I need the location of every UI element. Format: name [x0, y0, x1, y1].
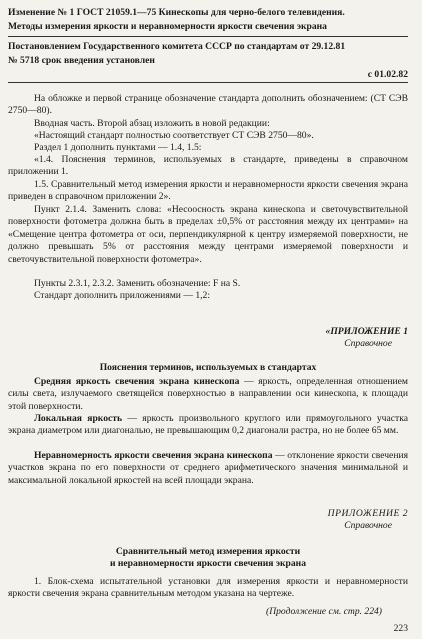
term-local-brightness-name: Локальная яркость	[34, 413, 123, 424]
term-average-brightness-def: — яркость, определенная отношением силы света, излучаемого светящейся поверхностью в направлении оси кинескопа, к площади этой поверхности.	[8, 376, 408, 412]
header-rule-bottom	[8, 82, 408, 83]
header-rule	[8, 36, 408, 37]
term-local-brightness	[8, 413, 408, 438]
paragraph-cover: На обложке и первой странице обозначение стандарта дополнить обозначением: (СТ СЭВ 2750—80).	[8, 93, 408, 117]
term-nonuniformity-name: Неравномерность яркости свечения экрана кинескопа	[34, 450, 273, 461]
paragraph-section1: Раздел 1 дополнить пунктами — 1.4, 1.5:	[34, 142, 202, 153]
continued-note: (Продолжение см. стр. 224)	[266, 606, 382, 617]
paragraph-1-4: «1.4. Пояснения терминов, используемых в стандарте, приведены в справочном приложении 1.	[8, 154, 408, 178]
appendix1-title: Пояснения терминов, используемых в стандартах	[99, 362, 317, 373]
appendix2-subtitle: Справочное	[344, 520, 392, 531]
appendix1-subtitle: Справочное	[344, 338, 392, 349]
appendix2-label: ПРИЛОЖЕНИЕ 2	[327, 508, 408, 519]
term-nonuniformity-def: — отклонение яркости свечения участков экрана по его поверхности от среднего арифметического значения минимальной и максимальной локальной яркостей на всей площади экрана.	[8, 450, 408, 486]
paragraph-2-3: Пункты 2.3.1, 2.3.2. Заменить обозначение: F на S.	[34, 278, 241, 289]
paragraph-intro: Вводная часть. Второй абзац изложить в новой редакции:	[34, 118, 270, 129]
term-nonuniformity	[8, 450, 408, 487]
paragraph-2-1-4: Пункт 2.1.4. Заменить слова: «Несоосность экрана кинескопа и светочувствительной поверхности фотометра должна быть в пределах ±0,5% от расстояния между их центрами» на «Смещение центра фотометра от оси, перпендикулярной к центру измеряемой поверхности, не должно превышать 5% от расстояния между центрами измеряемой поверхности и светочувствительной поверхности фотометра».	[8, 204, 408, 265]
header-line-1: Изменение № 1 ГОСТ 21059.1—75 Кинескопы для черно-белого телевидения.	[8, 7, 345, 18]
header-line-4: № 5718 срок введения установлен	[8, 55, 155, 66]
paragraph-appendices: Стандарт дополнить приложениями — 1,2:	[34, 290, 210, 301]
paragraph-quote: «Настоящий стандарт полностью соответствует СТ СЭВ 2750—80».	[34, 130, 314, 141]
header-line-2: Методы измерения яркости и неравномерности яркости свечения экрана	[8, 21, 327, 32]
header-line-3: Постановлением Государственного комитета СССР по стандартам от 29.12.81	[8, 41, 346, 52]
paragraph-1-5: 1.5. Сравнительный метод измерения яркости и неравномерности яркости свечения экрана приведен в справочном приложении 2».	[8, 179, 408, 203]
appendix2-title-1: Сравнительный метод измерения яркости	[115, 546, 301, 557]
appendix2-paragraph-1: 1. Блок-схема испытательной установки для измерения яркости и неравномерности яркости свечения экрана сравнительным методом указана на чертеже.	[8, 576, 408, 600]
term-average-brightness-name: Средняя яркость свечения экрана кинескопа	[34, 376, 240, 387]
effective-date: с 01.02.82	[367, 69, 408, 80]
page-number: 223	[393, 623, 408, 634]
term-local-brightness-def: — яркость произвольного круглого или прямоугольного участка экрана диаметром или диагональю, не превышающим 0,2 диагонали растра, но не более 65 мм.	[8, 413, 408, 437]
appendix1-label: «ПРИЛОЖЕНИЕ 1	[325, 326, 408, 337]
appendix2-title-2: и неравномерности яркости свечения экрана	[109, 558, 307, 569]
term-average-brightness	[8, 376, 408, 413]
